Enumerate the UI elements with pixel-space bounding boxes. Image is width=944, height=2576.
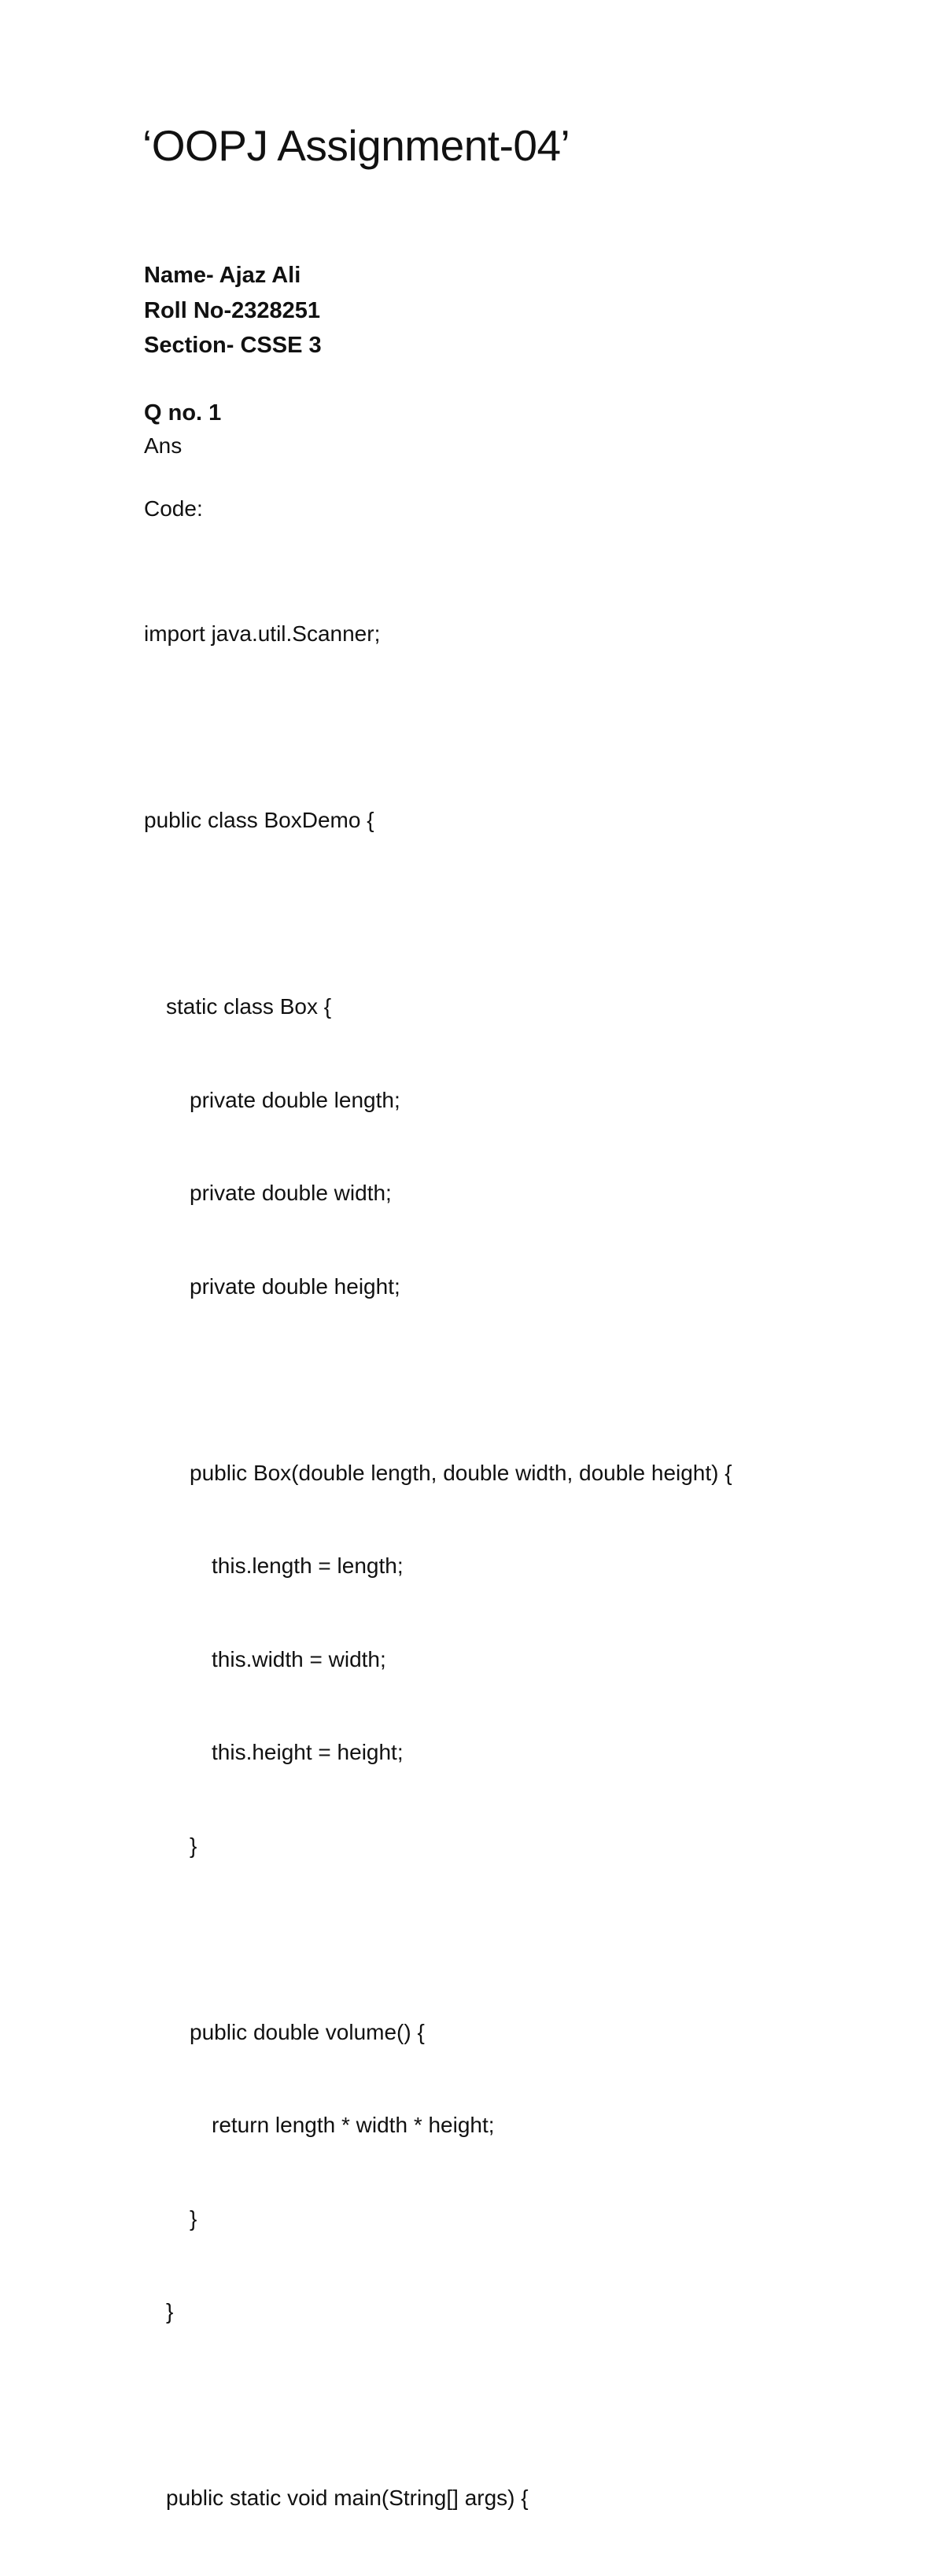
student-info [144,258,322,363]
student-name: Name- Ajaz Ali [144,263,301,288]
code-blank-line [144,2390,732,2421]
code-blank-line [144,1923,732,1955]
question-heading: Q no. 1 [144,400,222,426]
code-line: public class BoxDemo { [144,808,374,832]
code-line: this.length = length; [212,1553,404,1578]
student-roll-number: Roll No-2328251 [144,297,321,323]
code-line: public double volume() { [190,2019,425,2044]
code-blank-line [144,898,732,930]
code-line: this.width = width; [212,1646,386,1671]
code-line: private double height; [190,1273,400,1299]
code-line: static class Box { [166,994,332,1019]
code-line: public Box(double length, double width, double height) { [190,1460,732,1485]
code-line: return length * width * height; [212,2113,495,2137]
student-section: Section- CSSE 3 [144,333,322,358]
document-title: ‘OOPJ Assignment-04’ [142,121,570,170]
answer-label: Ans [144,433,183,458]
code-line: } [166,2299,174,2324]
code-line: import java.util.Scanner; [144,621,381,646]
code-line: } [190,2206,197,2231]
code-line: private double width; [190,1181,392,1205]
code-line: } [190,1833,197,1858]
code-blank-line [144,712,732,743]
code-line: private double length; [190,1087,400,1112]
code-blank-line [144,1364,732,1395]
code-block [144,556,732,2576]
code-label: Code: [144,496,203,521]
code-line: this.height = height; [212,1740,404,1764]
code-line: public static void main(String[] args) { [166,2486,529,2510]
